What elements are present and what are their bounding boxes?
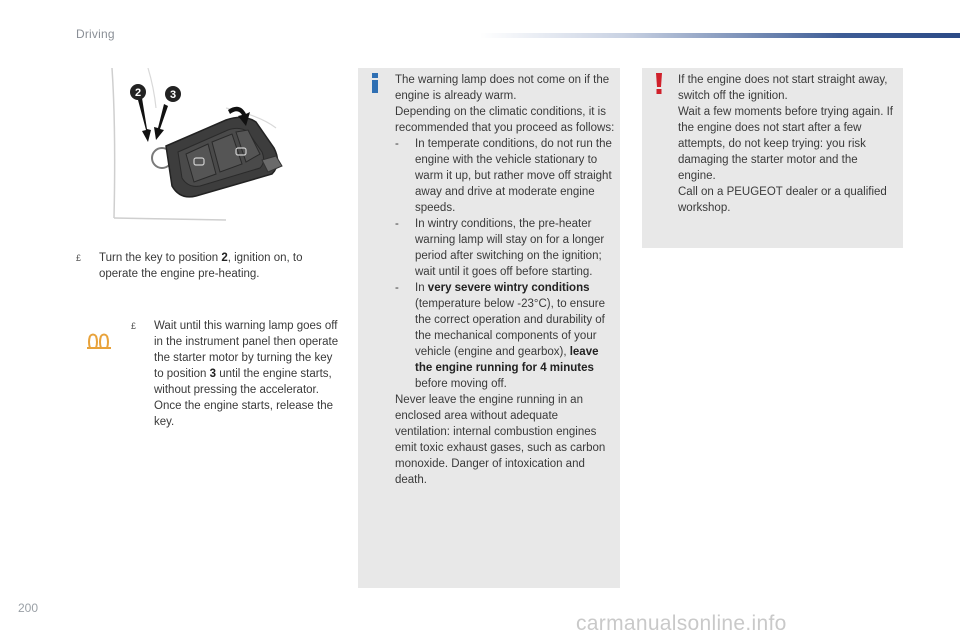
step-bullet: £ (131, 321, 137, 331)
preheater-warning-lamp-icon (86, 333, 114, 356)
warning-paragraph: If the engine does not start straight away, switch off the ignition. (678, 74, 888, 102)
header-accent-bar (480, 33, 960, 38)
info-icon (370, 73, 380, 98)
step-turn-key (76, 250, 338, 282)
exclamation-icon (654, 73, 664, 100)
step-wait-lamp (131, 318, 339, 430)
key-fob-illustration (76, 68, 346, 248)
info-box-text (395, 72, 615, 488)
step-text: Wait until this warning lamp goes off in the instrument panel then operate the starter motor by turning the key to position 3 until the engine starts, without pressing the accelerator. Once the engine starts, release the key. (154, 320, 339, 428)
warning-paragraph: Call on a PEUGEOT dealer or a qualified workshop. (678, 186, 887, 214)
callout-2: 2 (134, 87, 142, 99)
watermark: carmanualsonline.info (576, 612, 787, 635)
page-number: 200 (18, 601, 39, 615)
info-paragraph: Never leave the engine running in an enclosed area without adequate ventilation: internal combustion engines emit toxic exhaust gases, such as carbon monoxide. Danger of intoxication and death. (395, 394, 606, 486)
info-paragraph: The warning lamp does not come on if the engine is already warm. (395, 74, 610, 102)
warning-box-text (678, 72, 898, 216)
info-dash-item: - In wintry conditions, the pre-heater warning lamp will stay on for a longer period after switching on the ignition; wait until it goes off before starting. (395, 218, 605, 278)
info-paragraph: Depending on the climatic conditions, it is recommended that you proceed as follows: (395, 106, 615, 134)
section-title: Driving (76, 27, 115, 41)
callout-3: 3 (169, 89, 177, 101)
info-dash-item: - In very severe wintry conditions (temperature below -23°C), to ensure the correct operation and durability of the mechanical components of your vehicle (engine and gearbox), leave the engine running for 4 minutes before moving off. (395, 282, 605, 390)
warning-paragraph: Wait a few moments before trying again. If the engine does not start after a few attempts, do not keep trying: you risk damaging the starter motor and the engine. (678, 106, 893, 182)
step-bullet: £ (76, 253, 82, 263)
step-text: Turn the key to position 2, ignition on, to operate the engine pre-heating. (99, 252, 303, 280)
info-dash-item: - In temperate conditions, do not run the engine with the vehicle stationary to warm it up, but rather move off straight away and drive at moderate engine speeds. (395, 138, 612, 214)
